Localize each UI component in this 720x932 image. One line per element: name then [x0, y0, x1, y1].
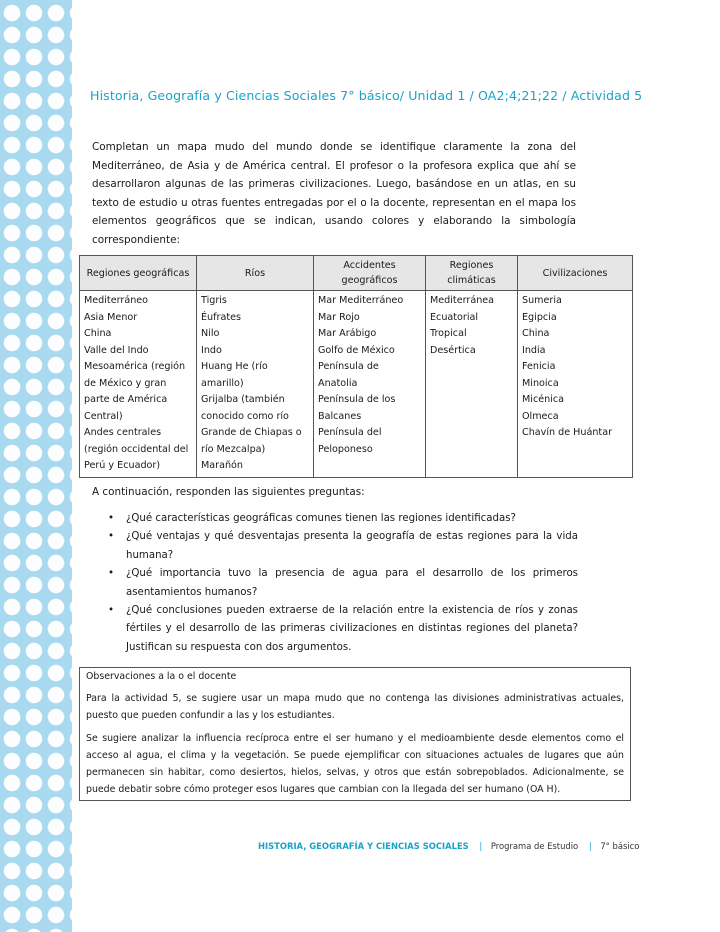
cell-line: Central)	[84, 410, 123, 422]
questions-intro: A continuación, responden las siguientes preguntas:	[92, 486, 365, 498]
observations-title: Observaciones a la o el docente	[86, 671, 237, 682]
footer-subject: HISTORIA, GEOGRAFÍA Y CIENCIAS SOCIALES	[258, 841, 469, 851]
cell-line: Valle del Indo	[84, 344, 149, 356]
geography-table	[79, 255, 633, 478]
cell-line: Minoica	[522, 377, 559, 389]
list-item	[108, 510, 578, 528]
cell-line: Península de	[318, 361, 379, 372]
header-accidentes-geograficos: Accidentes geográficos	[314, 256, 426, 291]
cell-regiones-geograficas	[80, 291, 197, 478]
questions-list	[108, 510, 578, 657]
cell-line: Egipcia	[522, 311, 557, 323]
cell-line: Huang He (río	[201, 361, 268, 372]
cell-line: Península de los	[318, 394, 396, 405]
cell-line: Mar Rojo	[318, 311, 360, 323]
cell-line: Tigris	[201, 295, 227, 306]
table-row	[80, 291, 633, 478]
cell-line: Mar Arábigo	[318, 328, 377, 339]
cell-line: (región occidental del	[84, 443, 189, 455]
observations-paragraph: Se sugiere analizar la influencia recíproca entre el ser humano y el medioambiente desde elementos como el acceso al agua, el clima y la vegetación. Se puede ejemplificar con situaciones actuales de lugares que aún permanecen sin habitar, como desiertos, hielos, selvas, y otros que están sobrepoblados. Adicionalmente, se puede debatir sobre cómo proteger esos lugares que cambian con la llegada del ser humano (OA H).	[86, 733, 624, 795]
list-item	[108, 528, 578, 565]
page-header: Historia, Geografía y Ciencias Sociales 7° básico/ Unidad 1 / OA2;4;21;22 / Actividad 5	[90, 88, 643, 103]
cell-line: China	[522, 328, 550, 339]
bullet-icon: •	[108, 531, 115, 543]
cell-line: Chavín de Huántar	[522, 427, 613, 438]
cell-line: Fenicia	[522, 361, 556, 372]
cell-line: Perú y Ecuador)	[84, 460, 161, 471]
cell-line: Tropical	[430, 328, 467, 339]
cell-line: de México y gran	[84, 377, 167, 389]
question-text: ¿Qué importancia tuvo la presencia de agua para el desarrollo de los primeros asentamientos humanos?	[126, 568, 578, 598]
list-item	[108, 565, 578, 602]
footer-program: Programa de Estudio	[490, 841, 579, 851]
question-text: ¿Qué ventajas y qué desventajas presenta la geografía de estas regiones para la vida humana?	[126, 531, 578, 561]
cell-line: Mediterránea	[430, 295, 495, 306]
footer-separator: |	[588, 841, 592, 851]
cell-line: Mediterráneo	[84, 295, 149, 306]
circle-pattern-decoration	[0, 0, 72, 932]
cell-line: Ecuatorial	[430, 311, 479, 323]
table-header-row	[80, 256, 633, 291]
cell-line: río Mezcalpa)	[201, 443, 266, 455]
header-civilizaciones: Civilizaciones	[518, 256, 633, 291]
cell-line: Marañón	[201, 460, 244, 471]
cell-line: Mesoamérica (región	[84, 361, 186, 372]
cell-line: Sumeria	[522, 295, 562, 306]
bullet-icon: •	[108, 605, 115, 617]
header-regiones-geograficas: Regiones geográficas	[80, 256, 197, 291]
bullet-icon: •	[108, 513, 115, 524]
cell-line: Éufrates	[201, 311, 242, 323]
cell-line: Asia Menor	[84, 311, 138, 323]
cell-line: Andes centrales	[84, 427, 162, 438]
cell-line: Mar Mediterráneo	[318, 295, 404, 306]
cell-line: Desértica	[430, 344, 476, 356]
footer-separator: |	[479, 841, 483, 851]
footer-grade: 7° básico	[600, 841, 640, 851]
cell-line: Balcanes	[318, 410, 362, 422]
header-rios: Ríos	[197, 256, 314, 291]
cell-rios	[197, 291, 314, 478]
cell-line: amarillo)	[201, 377, 244, 389]
cell-line: conocido como río	[201, 410, 289, 422]
teacher-observations-box	[79, 667, 631, 801]
header-regiones-climaticas: Regiones climáticas	[426, 256, 518, 291]
page-footer	[258, 841, 639, 851]
cell-line: Micénica	[522, 394, 565, 405]
cell-line: Grande de Chiapas o	[201, 427, 302, 438]
bullet-icon: •	[108, 568, 115, 580]
question-text: ¿Qué conclusiones pueden extraerse de la relación entre la existencia de ríos y zonas fértiles y el desarrollo de las primeras civilizaciones en distintas regiones del planeta? Justifican su respuesta con dos argumentos.	[126, 605, 578, 653]
cell-line: Peloponeso	[318, 443, 373, 455]
cell-line: Olmeca	[522, 410, 559, 422]
cell-line: China	[84, 328, 112, 339]
decorative-sidebar	[0, 0, 72, 932]
question-text: ¿Qué características geográficas comunes tienen las regiones identificadas?	[126, 513, 516, 524]
cell-line: India	[522, 344, 546, 356]
cell-line: Anatolia	[318, 377, 358, 389]
cell-line: Golfo de México	[318, 344, 395, 356]
cell-civilizaciones	[518, 291, 633, 478]
cell-line: Península del	[318, 427, 382, 438]
cell-line: parte de América	[84, 394, 168, 405]
cell-regiones-climaticas	[426, 291, 518, 478]
cell-line: Grijalba (también	[201, 394, 285, 405]
cell-line: Indo	[201, 344, 222, 356]
cell-accidentes-geograficos	[314, 291, 426, 478]
observations-paragraph: Para la actividad 5, se sugiere usar un mapa mudo que no contenga las divisiones administrativas actuales, puesto que pueden confundir a las y los estudiantes.	[86, 693, 624, 721]
cell-line: Nilo	[201, 328, 220, 339]
intro-paragraph: Completan un mapa mudo del mundo donde se identifique claramente la zona del Mediterráneo, de Asia y de América central. El profesor o la profesora explica que ahí se desarrollaron algunas de las primeras civilizaciones. Luego, basándose en un atlas, en su texto de estudio u otras fuentes entregadas por el o la docente, representan en el mapa los elementos geográficos que se indican, usando colores y elaborando la simbología correspondiente:	[92, 141, 576, 246]
list-item	[108, 602, 578, 657]
